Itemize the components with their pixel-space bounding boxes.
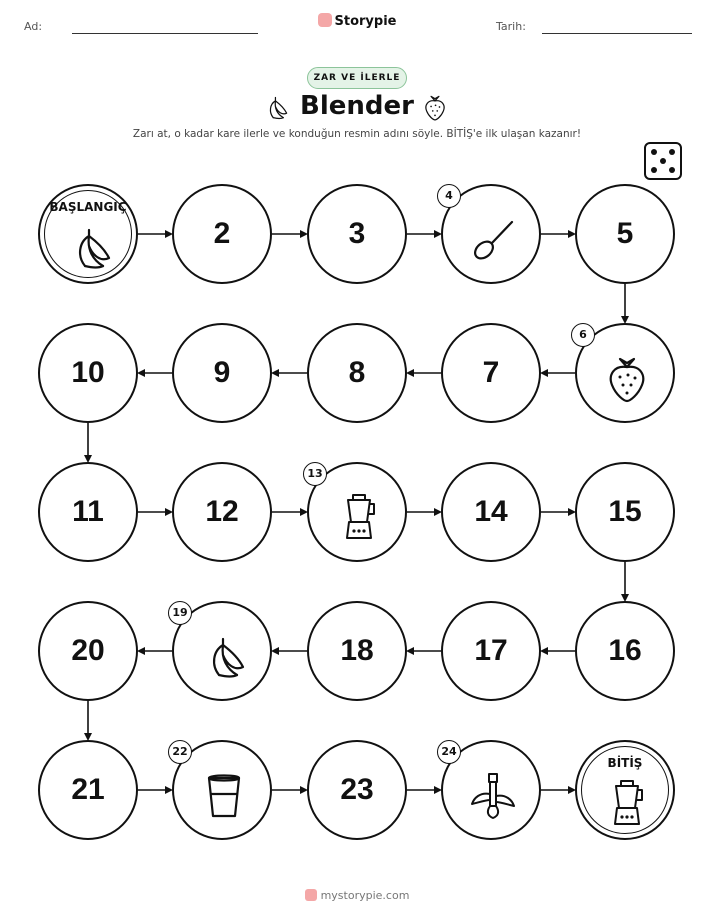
strawberry-icon (602, 353, 652, 403)
board-cell[interactable] (307, 740, 407, 840)
page-title: Blender (300, 91, 414, 121)
board-cell[interactable] (441, 601, 541, 701)
cell-number: 18 (340, 634, 374, 667)
date-label: Tarih: (496, 20, 526, 33)
cell-number-badge: 22 (168, 740, 192, 764)
board-cell[interactable] (307, 323, 407, 423)
finish-cell[interactable] (575, 740, 675, 840)
cell-number: 9 (213, 356, 231, 389)
board-cell[interactable] (575, 601, 675, 701)
board-cell[interactable] (38, 323, 138, 423)
cell-label: BAŞLANGIÇ (49, 200, 127, 214)
storypie-logo-icon (305, 889, 317, 901)
cell-number: 5 (616, 217, 634, 250)
blender-icon (602, 778, 652, 828)
banana-icon (199, 631, 249, 681)
board-cell[interactable] (307, 184, 407, 284)
board-cell[interactable] (38, 740, 138, 840)
cell-number: 15 (608, 495, 642, 528)
cell-number: 3 (348, 217, 366, 250)
cell-number: 8 (348, 356, 366, 389)
cell-number-badge: 13 (303, 462, 327, 486)
cell-number-badge: 24 (437, 740, 461, 764)
board-cell[interactable] (575, 184, 675, 284)
board-cell[interactable] (441, 740, 541, 840)
cell-number-badge: 19 (168, 601, 192, 625)
banana-icon (65, 222, 115, 272)
cell-number: 7 (482, 356, 500, 389)
cell-number: 21 (71, 773, 105, 806)
board-cell[interactable] (38, 601, 138, 701)
cell-number: 11 (72, 495, 104, 528)
glass-icon (199, 770, 249, 820)
footer-site: mystorypie.com (320, 889, 410, 902)
board-cell[interactable] (307, 462, 407, 562)
board-cell[interactable] (172, 601, 272, 701)
cell-number-badge: 6 (571, 323, 595, 347)
cell-number: 14 (474, 495, 508, 528)
board-cell[interactable] (575, 462, 675, 562)
cell-number: 23 (340, 773, 374, 806)
cell-number: 2 (213, 217, 231, 250)
footer (0, 889, 714, 902)
board-cell[interactable] (575, 323, 675, 423)
board-cell[interactable] (172, 740, 272, 840)
cell-number-badge: 4 (437, 184, 461, 208)
board-cell[interactable] (441, 184, 541, 284)
start-cell[interactable] (38, 184, 138, 284)
instructions: Zarı at, o kadar kare ilerle ve konduğun resmin adını söyle. BİTİŞ'e ilk ulaşan kazanır! (132, 128, 582, 140)
board-cell[interactable] (441, 462, 541, 562)
board-cell[interactable] (441, 323, 541, 423)
brand-name: Storypie (334, 14, 397, 29)
spoon-icon (468, 214, 518, 264)
cell-label: BİTİŞ (607, 756, 643, 770)
game-tag: ZAR VE İLERLE (307, 67, 407, 89)
name-label: Ad: (24, 20, 43, 33)
blender-icon (334, 492, 384, 542)
board-cell[interactable] (172, 184, 272, 284)
board-cell[interactable] (307, 601, 407, 701)
cell-number: 10 (71, 356, 105, 389)
cell-number: 12 (205, 495, 239, 528)
cell-number: 20 (71, 634, 105, 667)
blade-icon (468, 770, 518, 820)
cell-number: 17 (474, 634, 508, 667)
board-cell[interactable] (172, 462, 272, 562)
board-cell[interactable] (38, 462, 138, 562)
board-cell[interactable] (172, 323, 272, 423)
cell-number: 16 (608, 634, 642, 667)
